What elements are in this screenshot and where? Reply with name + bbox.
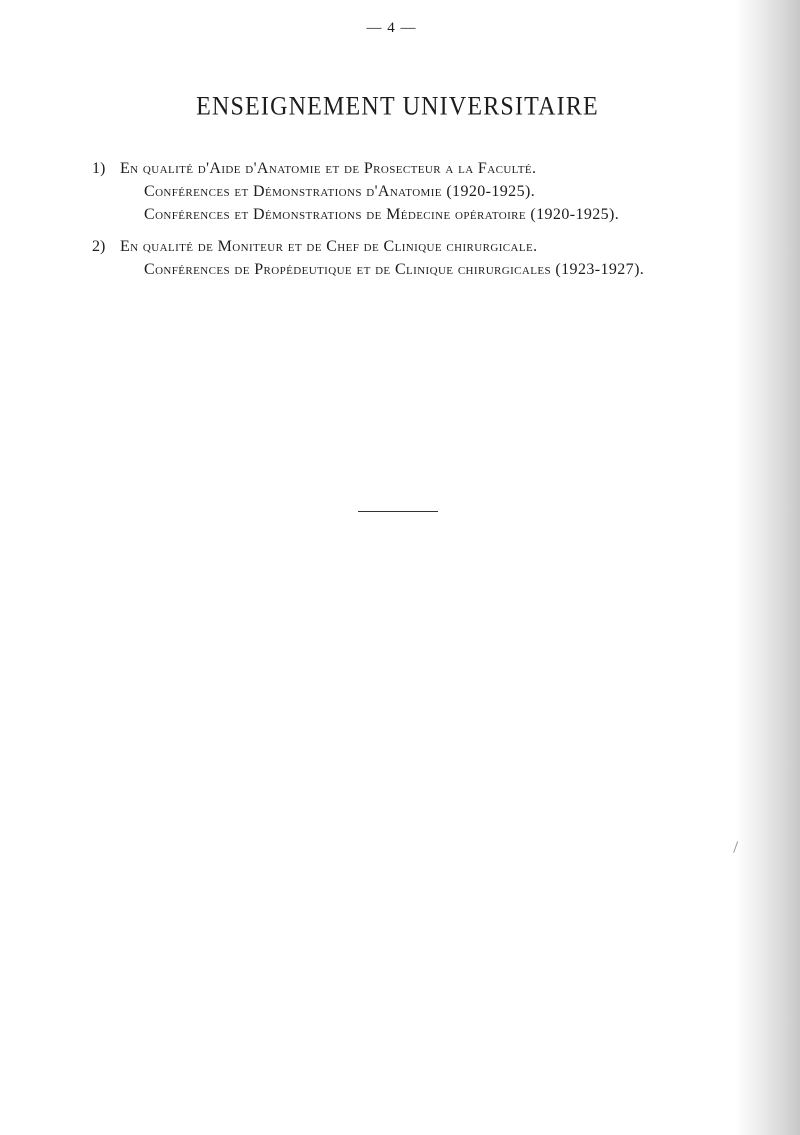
entry-number: 2): [92, 238, 106, 255]
entry-subitem: Conférences de Propédeutique et de Clinique chirurgicales (1923-1927).: [144, 261, 645, 278]
entry-number: 1): [92, 160, 106, 177]
list-item: [92, 235, 702, 281]
entry-title: En qualité d'Aide d'Anatomie et de Prosecteur a la Faculté.: [120, 160, 537, 177]
paper-mark: [733, 841, 744, 855]
entry-subitem: Conférences et Démonstrations de Médecine opératoire (1920-1925).: [144, 206, 620, 223]
entry-subitem: Conférences et Démonstrations d'Anatomie (1920-1925).: [144, 183, 536, 200]
section-divider: [358, 511, 438, 512]
section-heading: ENSEIGNEMENT UNIVERSITAIRE: [196, 92, 599, 122]
page-number: — 4 —: [366, 20, 417, 36]
entry-title: En qualité de Moniteur et de Chef de Clinique chirurgicale.: [120, 238, 538, 255]
list-item: [92, 157, 702, 226]
entries-list: [92, 157, 702, 290]
